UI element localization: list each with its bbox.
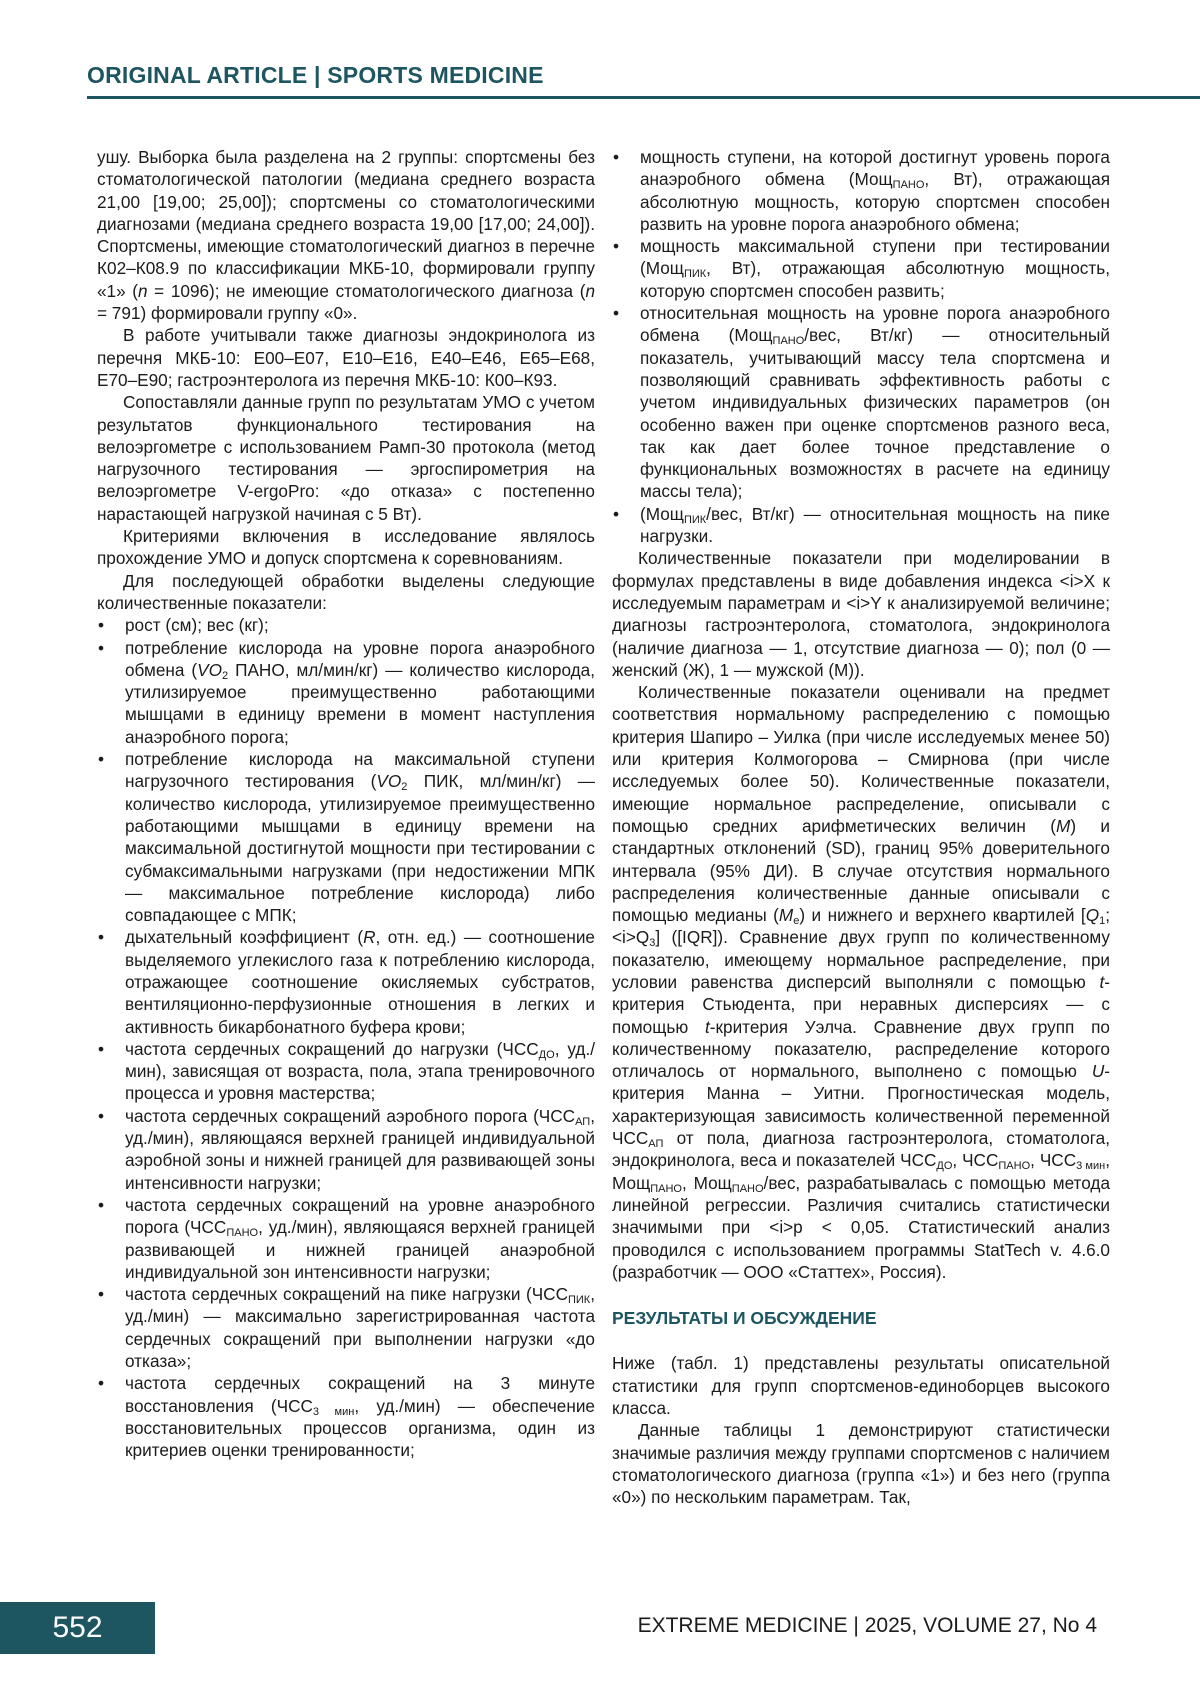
page-number: 552 (0, 1602, 155, 1654)
paragraph: В работе учитывали также диагнозы эндокринолога из перечня МКБ-10: Е00–Е07, Е10–Е16, Е40–Е46, Е65–Е68, Е70–Е90; гастроэнтеролога из перечня МКБ-10: К00–К93. (97, 325, 595, 390)
paragraph: Ниже (табл. 1) представлены результаты описательной статистики для групп спортсменов-единоборцев высокого класса. (612, 1353, 1110, 1419)
list-item: • рост (см); вес (кг); (97, 614, 595, 636)
paragraph: Для последующей обработки выделены следующие количественные показатели: (97, 570, 595, 613)
list-item: • (Мощ$_{ПИК}$/вес, Вт/кг) — относительная мощность на пике нагрузки. (612, 503, 1110, 548)
header-divider (87, 96, 1200, 99)
list-item: • частота сердечных сокращений до нагрузки ($ЧСС_{ДО}$, уд./мин), зависящая от возраста, пола, этапа тренировочного процесса и уровня мастерства; (97, 1038, 595, 1105)
section-header: ORIGINAL ARTICLE | SPORTS MEDICINE (87, 62, 544, 88)
right-column (612, 146, 1110, 1509)
paragraph: ушу. Выборка была разделена на 2 группы: спортсмены без стоматологической патологии (медиана среднего возраста 21,00 [19,00; 25,00]); спортсмены со стоматологическими диагнозами (медиана среднего возраста 19,00 [17,00; 24,00]). Спортсмены, имеющие стоматологический диагноз в перечне К02–К08.9 по классификации МКБ-10, формировали группу «1» (n = 1096); не имеющие стоматологического диагноза (n = 791) формировали группу «0». (97, 147, 595, 324)
list-item: • потребление кислорода на максимальной ступени нагрузочного тестирования ($VO_2$ ПИК, мл/мин/кг) — количество кислорода, утилизируемое преимущественно работающими мышцами в единицу времени на максимальной достигнутой мощности при тестировании с субмаксимальными нагрузками (при недостижении МПК — максимальное потребление кислорода) либо совпадающее с МПК; (97, 748, 595, 926)
left-column (97, 146, 595, 1462)
list-item: • дыхательный коэффициент (R, отн. ед.) — соотношение выделяемого углекислого газа к потреблению кислорода, отражающее соотношение окисляемых субстратов, вентиляционно-перфузионные отношения в легких и активность бикарбонатного буфера крови; (97, 926, 595, 1037)
journal-footer: EXTREME MEDICINE | 2025, VOLUME 27, No 4 (637, 1614, 1097, 1637)
list-item: • мощность максимальной ступени при тестировании (Мощ$_{ПИК}$, Вт), отражающая абсолютную мощность, которую спортсмен способен развить; (612, 235, 1110, 302)
list-item: • частота сердечных сокращений аэробного порога ($ЧСС_{АП}$, уд./мин), являющаяся верхней границей индивидуальной аэробной зоны и нижней границей для развивающей зоны интенсивности нагрузки; (97, 1105, 595, 1194)
list-item: • мощность ступени, на которой достигнут уровень порога анаэробного обмена (Мощ$_{ПАНО}$, Вт), отражающая абсолютную мощность, которую спортсмен способен развить на уровне порога анаэробного обмена; (612, 146, 1110, 235)
list-item: • частота сердечных сокращений на уровне анаэробного порога ($ЧСС_{ПАНО}$, уд./мин), являющаяся верхней границей развивающей и нижней границей анаэробной индивидуальной зон интенсивности нагрузки; (97, 1194, 595, 1283)
paragraph: Сопоставляли данные групп по результатам УМО с учетом результатов функционального тестирования на велоэргометре с использованием Рамп-30 протокола (метод нагрузочного тестирования — эргоспирометрия на велоэргометре V-ergoPro: «до отказа» с постепенно нарастающей нагрузкой начиная с 5 Вт). (97, 392, 595, 524)
paragraph: Данные таблицы 1 демонстрируют статистически значимые различия между группами спортсменов с наличием стоматологического диагноза (группа «1») и без него (группа «0») по нескольким параметрам. Так, (612, 1420, 1110, 1508)
list-item: • частота сердечных сокращений на пике нагрузки ($ЧСС_{ПИК}$, уд./мин) — максимально зарегистрированная частота сердечных сокращений при выполнении нагрузки «до отказа»; (97, 1283, 595, 1372)
paragraph: Количественные показатели при моделировании в формулах представлены в виде добавления индекса <i>X к исследуемым параметрам и <i>Y к анализируемой величине; диагнозы гастроэнтеролога, стоматолога, эндокринолога (наличие диагноза — 1, отсутствие диагноза — 0); пол (0 — женский (Ж), 1 — мужской (М)). (612, 548, 1110, 680)
paragraph: Количественные показатели оценивали на предмет соответствия нормальному распределению с помощью критерия Шапиро – Уилка (при числе исследуемых менее 50) или критерия Колмогорова – Смирнова (при числе исследуемых более 50). Количественные показатели, имеющие нормальное распределение, описывали с помощью средних арифметических величин (M) и стандартных отклонений (SD), границ 95% доверительного интервала (95% ДИ). В случае отсутствия нормального распределения количественные данные описывали с помощью медианы $(M_e)$ и нижнего и верхнего квартилей [$Q_1$; $<i>Q_3$] ([IQR]). Сравнение двух групп по количественному показателю, имеющему нормальное распределение, при условии равенства дисперсий выполняли с помощью t-критерия Стьюдента, при неравных дисперсиях — с помощью t-критерия Уэлча. Сравнение двух групп по количественному показателю, распределение которого отличалось от нормального, выполнено с помощью U-критерия Манна – Уитни. Прогностическая модель, характеризующая зависимость количественной переменной $ЧСС_{АП}$ от пола, диагноза гастроэнтеролога, стоматолога, эндокринолога, веса и показателей $ЧСС_{ДО}$, $ЧСС_{ПАНО}$, $ЧСС_{3 мин}$, Мощ$_{ПАНО}$, Мощ$_{ПАНО}$/вес, разрабатывалась с помощью метода линейной регрессии. Различия считались статистически значимыми при <i>p < 0,05. Статистический анализ проводился с использованием программы StatTech v. 4.6.0 (разработчик — ООО «Статтех», Россия). (612, 682, 1110, 1282)
list-item: • частота сердечных сокращений на 3 минуте восстановления ($ЧСС_{3 мин}$, уд./мин) — обеспечение восстановительных процессов организма, один из критериев оценки тренированности; (97, 1372, 595, 1461)
section-title: РЕЗУЛЬТАТЫ И ОБСУЖДЕНИЕ (612, 1308, 877, 1329)
indicator-list (612, 146, 1110, 547)
paragraph: Критериями включения в исследование являлось прохождение УМО и допуск спортсмена к соревнованиям. (97, 526, 595, 569)
list-item: • относительная мощность на уровне порога анаэробного обмена (Мощ$_{ПАНО}$/вес, Вт/кг) — относительный показатель, учитывающий массу тела спортсмена и позволяющий сравнивать эффективность работы с учетом индивидуальных физических параметров (он особенно важен при оценке спортсменов разного веса, так как дает более точное представление о функциональных возможностях в расчете на единицу массы тела); (612, 302, 1110, 503)
indicator-list (97, 614, 595, 1461)
list-item: • потребление кислорода на уровне порога анаэробного обмена ($VO_2$ ПАНО, мл/мин/кг) — количество кислорода, утилизируемое преимущественно работающими мышцами в единицу времени в момент наступления анаэробного порога; (97, 637, 595, 748)
